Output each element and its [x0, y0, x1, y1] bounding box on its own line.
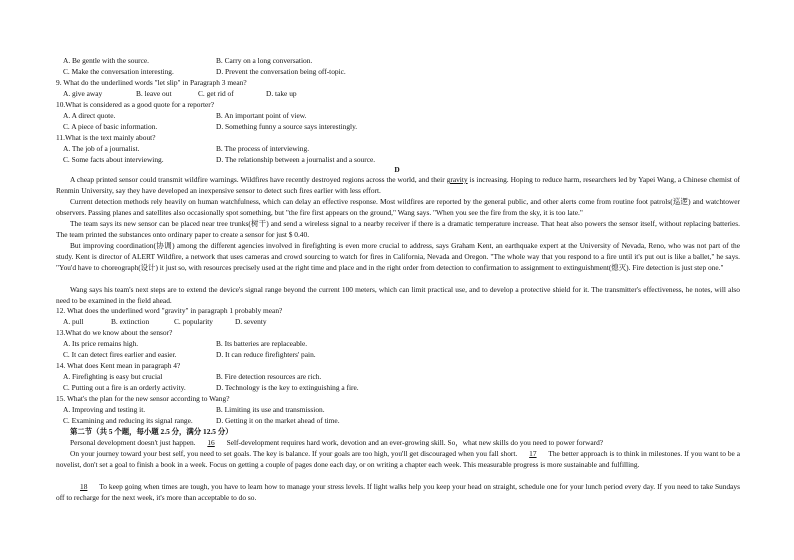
let-slip-word: let slip: [157, 78, 178, 87]
q14-option-d: D. Technology is the key to extinguishing a fire.: [216, 383, 359, 392]
q15-option-c: C. Examining and reducing its signal range.: [63, 416, 193, 425]
q10-option-c: C. A piece of basic information.: [63, 122, 158, 131]
section-d-label: D: [394, 165, 400, 174]
q9-option-d: D. take up: [266, 89, 297, 98]
q9-option-a: A. give away: [63, 89, 103, 98]
cloze-p2-text-a: On your journey toward your best self, you need to set goals. The key is balance. If your goals are too high, you'll get discouraged when you fall short.: [70, 449, 520, 458]
cloze-paragraph-2: [56, 449, 740, 471]
cloze-paragraph-3: [56, 482, 740, 504]
q11-option-d: D. The relationship between a journalist and a source.: [216, 155, 376, 164]
cloze-p2-text-b: The better approach is to think in milestones. If you want to be a novelist, don't set a goal to finish a book in a week. Focus on getting a couple of pages done each day, or on writing a chapter each week. This measurable progress is more sustainable and fulfilling.: [56, 449, 741, 469]
q13-stem: 13.What do we know about the sensor?: [56, 328, 173, 337]
q12-option-d: D. seventy: [235, 317, 267, 326]
blank-18: 18: [80, 482, 88, 491]
passage-d-paragraph-1: A cheap printed sensor could transmit wildfire warnings. Wildfires have recently destroyed regions across the world, and their gravity is increasing. Hoping to reduce harm, researchers led by Yapei Wang, a Chinese chemist of Renmin University, say they have developed an inexpensive sensor to detect such fires earlier with less effort.: [56, 175, 740, 195]
q15-stem: 15. What's the plan for the new sensor according to Wang?: [56, 394, 230, 403]
q12-option-b: B. extinction: [111, 317, 150, 326]
q11-option-c: C. Some facts about interviewing.: [63, 155, 164, 164]
q8-option-d: D. Prevent the conversation being off-topic.: [216, 67, 346, 76]
q11-option-b: B. The process of interviewing.: [216, 144, 310, 153]
gravity-word: gravity: [446, 175, 468, 184]
q10-stem: 10.What is considered as a good quote for a reporter?: [56, 100, 215, 109]
blank-16: 16: [207, 438, 215, 447]
q13-option-d: D. It can reduce firefighters' pain.: [216, 350, 316, 359]
cloze-paragraph-1: [56, 438, 740, 449]
q14-stem: 14. What does Kent mean in paragraph 4?: [56, 361, 181, 370]
passage-d-paragraph-4: But improving coordination(协调) among the different agencies involved in firefighting is even more crucial to address, says Graham Kent, an earthquake expert at the University of Nevada, Reno, who was not part of the study. Kent is director of ALERT Wildfire, a network that uses cameras and crowd sourcing to watch for fires in California, Nevada and Oregon. "The whole way that you respond to a fire until it's put out is like a ballet," he says. "You'd have to choreograph(设计) it just so, with resources precisely used at the right time and place and in the right order from detection to confirmation to assignment to extinguishment(熄灭). Fire detection is just step one.": [56, 241, 740, 272]
q10-option-b: B. An important point of view.: [216, 111, 307, 120]
q9-stem: 9. What do the underlined words "let slip" in Paragraph 3 mean?: [56, 78, 247, 87]
q10-option-a: A. A direct quote.: [63, 111, 116, 120]
q10-option-d: D. Something funny a source says interestingly.: [216, 122, 358, 131]
q15-option-a: A. Improving and testing it.: [63, 405, 146, 414]
q14-option-b: B. Fire detection resources are rich.: [216, 372, 322, 381]
q15-option-b: B. Limiting its use and transmission.: [216, 405, 325, 414]
passage-d-paragraph-3: The team says its new sensor can be placed near tree trunks(树干) and send a wireless signal to a nearby receiver if there is a dramatic temperature increase. That heat also powers the sensor itself, without replacing batteries. The team printed the substances onto ordinary paper to create a sensor for just $ 0.40.: [56, 219, 740, 239]
q13-option-b: B. Its batteries are replaceable.: [216, 339, 308, 348]
cloze-p1-text-b: Self-development requires hard work, devotion and an ever-growing skill. So，what new skills do you need to power forward?: [224, 438, 604, 447]
q14-option-a: A. Firefighting is easy but crucial: [63, 372, 163, 381]
q11-stem: 11.What is the text mainly about?: [56, 133, 156, 142]
cloze-p3-text: To keep going when times are tough, you have to learn how to manage your stress levels. If light walks help you keep your head on straight, schedule one for your lunch period every day. If you need to take Sundays off to recharge for the next week, it's more than acceptable to do so.: [56, 482, 740, 502]
blank-17: 17: [529, 449, 537, 458]
cloze-p1-text-a: Personal development doesn't just happen.: [70, 438, 198, 447]
q8-option-c: C. Make the conversation interesting.: [63, 67, 174, 76]
q8-option-b: B. Carry on a long conversation.: [216, 56, 313, 65]
q12-stem: 12. What does the underlined word "gravity" in paragraph 1 probably mean?: [56, 306, 283, 315]
q13-option-a: A. Its price remains high.: [63, 339, 139, 348]
q14-option-c: C. Putting out a fire is an orderly activity.: [63, 383, 186, 392]
passage-d-paragraph-2: Current detection methods rely heavily on human watchfulness, which can delay an effective response. Most wildfires are reported by the general public, and other alerts come from routine foot patrols(巡逻) and watchtower observers. Passing planes and satellites also occasionally spot something, but "the fire first appears on the ground," Wang says. "When you see the fire from the sky, it is too late.": [56, 197, 740, 217]
q8-option-a: A. Be gentle with the source.: [63, 56, 149, 65]
q12-option-c: C. popularity: [174, 317, 214, 326]
q9-option-c: C. get rid of: [198, 89, 234, 98]
q15-option-d: D. Getting it on the market ahead of time.: [216, 416, 340, 425]
q9-option-b: B. leave out: [136, 89, 172, 98]
section2-header: 第二节（共 5 个题，每小题 2.5 分，满分 12.5 分）: [70, 427, 233, 436]
q11-option-a: A. The job of a journalist.: [63, 144, 140, 153]
q12-option-a: A. pull: [63, 317, 84, 326]
q13-option-c: C. It can detect fires earlier and easier.: [63, 350, 177, 359]
passage-d-paragraph-5: Wang says his team's next steps are to extend the device's signal range beyond the current 100 meters, which can limit practical use, and to develop a protective shield for it. The transmitter's effectiveness, he notes, will also need to be examined in the field ahead.: [56, 285, 740, 305]
